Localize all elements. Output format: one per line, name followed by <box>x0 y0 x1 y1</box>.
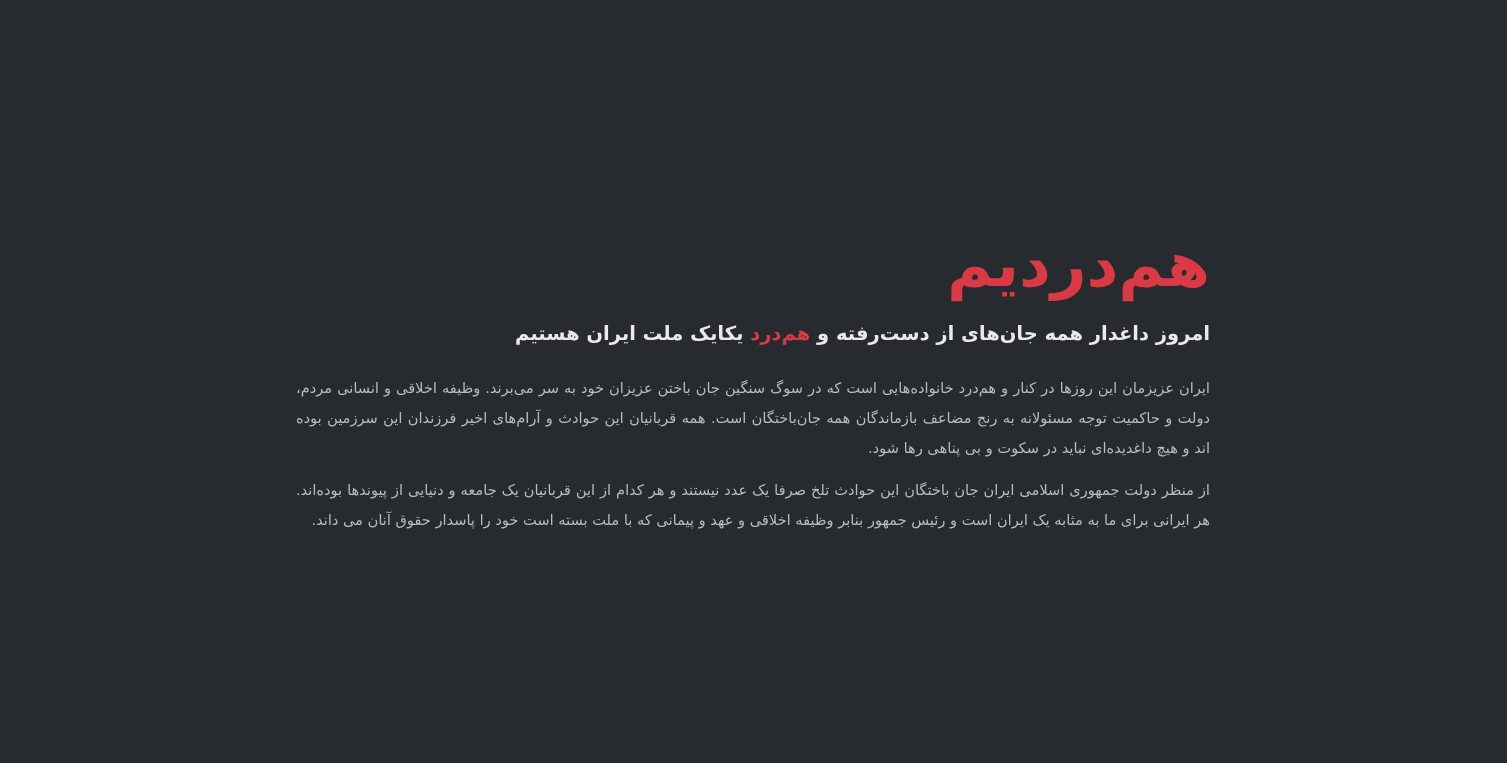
article-content <box>296 228 1210 536</box>
subheading-text-before: امروز داغدار همه جان‌های از دست‌رفته و <box>810 322 1210 346</box>
subheading-text-after: یکایک ملت ایران هستیم <box>515 322 751 346</box>
page-title: هم‌دردیم <box>947 228 1210 301</box>
body-paragraph: ایران عزیزمان این روزها در کنار و هم‌درد خانواده‌هایی است که در سوگ سنگین جان باختن عزیزان خود به سر می‌برند. وظیفه اخلاقی و انسانی مردم، دولت و حاکمیت توجه مسئولانه به رنج مضاعف بازماندگان همه جان‌باختگان است. همه قربانیان این حوادث و آرام‌های اخیر فرزندان این سرزمین بوده اند و هیچ داغدیده‌ای نباید در سکوت و بی پناهی رها شود. <box>296 380 1210 458</box>
subheading <box>296 319 1210 348</box>
body-paragraph: از منظر دولت جمهوری اسلامی ایران جان باختگان این حوادث تلخ صرفا یک عدد نیستند و هر کدام از این قربانیان یک جامعه و دنیایی از پیوندها بوده‌اند. هر ایرانی برای ما به مثابه یک ایران است و رئیس جمهور بنابر وظیفه اخلاقی و عهد و پیمانی که با ملت بسته است خود را پاسدار حقوق آنان می داند. <box>296 482 1210 529</box>
subheading-accent-text: هم‌درد <box>750 322 811 346</box>
